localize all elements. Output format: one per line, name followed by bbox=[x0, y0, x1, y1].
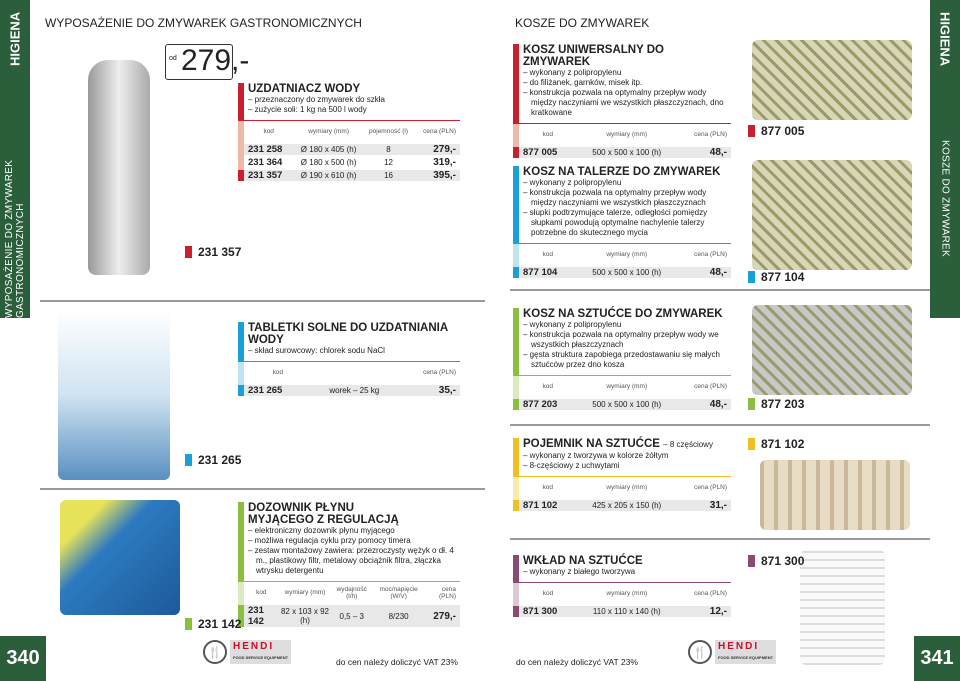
plate-basket-image bbox=[752, 160, 912, 270]
col-header: kod bbox=[241, 362, 312, 384]
product-plate-basket bbox=[513, 166, 731, 278]
color-marker bbox=[748, 398, 755, 410]
feature-item: – konstrukcja pozwala na optymalny przepływ wody między naczyniami we wszystkich płaszczyznach bbox=[523, 188, 707, 207]
feature-item: – skład surowcowy: chlorek sodu NaCl bbox=[248, 346, 385, 355]
color-marker bbox=[185, 618, 192, 630]
cutlery-basket-image bbox=[752, 305, 912, 395]
spec-table bbox=[238, 362, 460, 396]
product-code: 231 364 bbox=[241, 156, 293, 169]
product-code: 871 102 bbox=[516, 499, 576, 511]
col-header: kod bbox=[241, 582, 279, 604]
spec-table bbox=[513, 124, 731, 158]
col-header: kod bbox=[516, 376, 576, 398]
product-title: KOSZ NA SZTUĆCE DO ZMYWAREK bbox=[523, 308, 723, 320]
feature-item: – słupki podtrzymujące talerze, odległości pomiędzy słupkami powodują optymalne nachylenie talerzy potrzebne do skutecznego mycia bbox=[523, 208, 708, 237]
table-row bbox=[516, 499, 731, 511]
col-header: kod bbox=[516, 244, 576, 266]
dimensions: 110 x 110 x 140 (h) bbox=[577, 605, 677, 617]
table-row bbox=[516, 266, 731, 278]
product-label-code: 231 142 bbox=[198, 617, 242, 631]
feature-item: – zużycie soli: 1 kg na 500 l wody bbox=[248, 105, 367, 114]
dimensions: 425 x 205 x 150 (h) bbox=[576, 499, 677, 511]
col-header: cena (PLN) bbox=[439, 585, 456, 600]
table-row bbox=[241, 384, 460, 396]
color-marker bbox=[748, 438, 755, 450]
right-sidebar bbox=[930, 0, 960, 681]
price: 319,- bbox=[413, 156, 460, 169]
table-row bbox=[516, 398, 731, 410]
col-header: cena (PLN) bbox=[694, 131, 727, 138]
table-row bbox=[516, 605, 731, 617]
product-cutlery-insert bbox=[513, 555, 731, 617]
product-label-code: 231 265 bbox=[198, 453, 242, 467]
col-header: wymiary (mm) bbox=[308, 128, 349, 135]
col-header: cena (PLN) bbox=[694, 590, 727, 597]
cutlery-icon: 🍴 bbox=[203, 640, 227, 664]
logo-text: HENDI bbox=[718, 641, 760, 652]
color-marker bbox=[748, 271, 755, 283]
product-label-code: 877 104 bbox=[761, 270, 805, 284]
color-marker bbox=[748, 125, 755, 137]
divider bbox=[510, 538, 930, 540]
table-row bbox=[241, 143, 460, 156]
capacity: 0,5 – 3 bbox=[331, 604, 372, 627]
col-header: kod bbox=[516, 477, 576, 499]
price: 31,- bbox=[677, 499, 731, 511]
col-header: cena (PLN) bbox=[423, 369, 456, 376]
divider bbox=[510, 289, 930, 291]
col-header: cena (PLN) bbox=[423, 128, 456, 135]
table-row bbox=[241, 156, 460, 169]
table-row bbox=[241, 169, 460, 181]
product-label bbox=[185, 245, 241, 259]
color-marker bbox=[748, 555, 755, 567]
col-header: moc/napięcie (W/V) bbox=[379, 585, 418, 600]
product-code: 877 203 bbox=[516, 398, 576, 410]
feature-item: – wykonany z białego tworzywa bbox=[523, 567, 636, 576]
col-header: pojemność (l) bbox=[369, 128, 409, 135]
product-water-softener bbox=[238, 83, 460, 181]
vat-note: do cen należy doliczyć VAT 23% bbox=[516, 657, 638, 667]
product-label bbox=[748, 437, 804, 451]
dimensions: 500 x 500 x 100 (h) bbox=[576, 398, 677, 410]
capacity: 16 bbox=[364, 169, 413, 181]
col-header: wymiary (mm) bbox=[284, 589, 326, 596]
feature-item: – 8-częściowy z uchwytami bbox=[523, 461, 620, 470]
salt-tablets-bag-image bbox=[58, 310, 170, 480]
col-header: wymiary (mm) bbox=[606, 590, 648, 597]
price: 48,- bbox=[677, 398, 731, 410]
color-marker bbox=[185, 246, 192, 258]
capacity: 8 bbox=[364, 143, 413, 156]
feature-item: – wykonany z tworzywa w kolorze żółtym bbox=[523, 451, 669, 460]
col-header: kod bbox=[241, 121, 293, 143]
page-number-left: 340 bbox=[0, 636, 46, 681]
section-tab-higiena[interactable]: HIGIENA bbox=[930, 0, 960, 78]
feature-item: – możliwa regulacja cyklu przy pomocy timera bbox=[248, 536, 411, 545]
package: worek – 25 kg bbox=[312, 384, 397, 396]
cutlery-container-image bbox=[760, 460, 910, 530]
table-row bbox=[516, 146, 731, 158]
spec-table bbox=[513, 376, 731, 410]
divider bbox=[40, 300, 485, 302]
logo-subtext: FOOD SERVICE EQUIPMENT bbox=[718, 655, 774, 660]
price: 279,- bbox=[425, 604, 460, 627]
feature-item: – konstrukcja pozwala na optymalny przepływ wody we wszystkich płaszczyznach bbox=[523, 330, 719, 349]
left-sidebar bbox=[0, 0, 30, 681]
price-badge bbox=[165, 44, 250, 80]
section-tab-higiena[interactable]: HIGIENA bbox=[0, 0, 30, 78]
col-header: cena (PLN) bbox=[694, 383, 727, 390]
product-label-code: 871 300 bbox=[761, 554, 805, 568]
product-title-text: POJEMNIK NA SZTUĆCE bbox=[523, 438, 660, 450]
price: 48,- bbox=[677, 146, 731, 158]
col-header: wydajność (l/h) bbox=[336, 585, 367, 600]
color-marker bbox=[185, 454, 192, 466]
product-label bbox=[185, 453, 241, 467]
product-title: WKŁAD NA SZTUĆCE bbox=[523, 555, 643, 567]
power: 8/230 bbox=[372, 604, 425, 627]
table-row bbox=[241, 604, 460, 627]
feature-item: – wykonany z polipropylenu bbox=[523, 178, 622, 187]
feature-item: – zestaw montażowy zawiera: przezroczysty wężyk o dł. 4 m., plastikowy filtr, metalowy obciążnik filtra, złączka wtrysku detergentu bbox=[248, 546, 454, 575]
hendi-logo bbox=[203, 640, 291, 664]
product-salt-tablets bbox=[238, 322, 460, 396]
spec-table bbox=[238, 582, 460, 627]
vat-note: do cen należy doliczyć VAT 23% bbox=[336, 657, 458, 667]
product-label bbox=[748, 554, 804, 568]
feature-item: – wykonany z polipropylenu bbox=[523, 320, 622, 329]
product-label bbox=[185, 617, 241, 631]
feature-item: – wykonany z polipropylenu bbox=[523, 68, 622, 77]
col-header: wymiary (mm) bbox=[606, 251, 648, 258]
product-code: 877 104 bbox=[516, 266, 576, 278]
dispenser-image bbox=[60, 500, 180, 615]
product-label bbox=[748, 270, 804, 284]
divider bbox=[510, 424, 930, 426]
product-subtitle: – 8 częściowy bbox=[663, 440, 713, 449]
hendi-logo bbox=[688, 640, 776, 664]
product-title bbox=[523, 438, 731, 451]
product-cutlery-basket bbox=[513, 308, 731, 410]
universal-basket-image bbox=[752, 40, 912, 120]
dimensions: 500 x 500 x 100 (h) bbox=[576, 266, 677, 278]
product-label-code: 231 357 bbox=[198, 245, 242, 259]
col-header: cena (PLN) bbox=[694, 251, 727, 258]
section-vertical-title: WYPOSAŻENIE DO ZMYWAREK GASTRONOMICZNYCH bbox=[0, 78, 30, 318]
product-label-code: 877 203 bbox=[761, 397, 805, 411]
product-code: 877 005 bbox=[516, 146, 576, 158]
spec-table bbox=[513, 583, 731, 617]
price: 48,- bbox=[677, 266, 731, 278]
spec-table bbox=[513, 244, 731, 278]
price-value: 279,- bbox=[181, 44, 250, 77]
product-code: 231 142 bbox=[241, 604, 279, 627]
product-label-code: 871 102 bbox=[761, 437, 805, 451]
col-header: wymiary (mm) bbox=[606, 131, 648, 138]
product-code: 871 300 bbox=[516, 605, 577, 617]
price: 279,- bbox=[413, 143, 460, 156]
col-header: wymiary (mm) bbox=[606, 484, 648, 491]
divider bbox=[40, 488, 485, 490]
dimensions: Ø 180 x 500 (h) bbox=[293, 156, 363, 169]
product-universal-basket bbox=[513, 44, 731, 158]
product-title: UZDATNIACZ WODY bbox=[248, 83, 361, 95]
logo-text: HENDI bbox=[233, 641, 275, 652]
page-title-left: WYPOSAŻENIE DO ZMYWAREK GASTRONOMICZNYCH bbox=[45, 16, 362, 30]
product-title: DOZOWNIK PŁYNU MYJĄCEGO Z REGULACJĄ bbox=[248, 502, 399, 526]
product-title: TABLETKI SOLNE DO UZDATNIANIA WODY bbox=[248, 322, 448, 346]
price: 395,- bbox=[413, 169, 460, 181]
feature-item: – konstrukcja pozwala na optymalny przepływ wody między naczyniami we wszystkich płaszczyznach, dno kratkowane bbox=[523, 88, 724, 117]
product-dispenser bbox=[238, 502, 460, 627]
cutlery-icon: 🍴 bbox=[688, 640, 712, 664]
spec-table bbox=[238, 121, 460, 181]
capacity: 12 bbox=[364, 156, 413, 169]
price-prefix: od bbox=[169, 55, 177, 62]
dimensions: 82 x 103 x 92 (h) bbox=[279, 604, 332, 627]
col-header: cena (PLN) bbox=[694, 484, 727, 491]
feature-item: – gęsta struktura zapobiega przedostawaniu się małych sztućców przez dno kosza bbox=[523, 350, 720, 369]
spec-table bbox=[513, 477, 731, 511]
feature-item: – elektroniczny dozownik płynu myjącego bbox=[248, 526, 395, 535]
logo-subtext: FOOD SERVICE EQUIPMENT bbox=[233, 655, 289, 660]
product-code: 231 258 bbox=[241, 143, 293, 156]
page-title-right: KOSZE DO ZMYWAREK bbox=[515, 16, 650, 30]
dimensions: Ø 180 x 405 (h) bbox=[293, 143, 363, 156]
product-cutlery-container bbox=[513, 438, 731, 511]
product-code: 231 357 bbox=[241, 169, 293, 181]
feature-item: – do filiżanek, garnków, misek itp. bbox=[523, 78, 643, 87]
dimensions: 500 x 500 x 100 (h) bbox=[576, 146, 677, 158]
feature-item: – przeznaczony do zmywarek do szkła bbox=[248, 95, 385, 104]
product-title: KOSZ UNIWERSALNY DO ZMYWAREK bbox=[523, 44, 664, 68]
product-label bbox=[748, 124, 804, 138]
col-header: kod bbox=[516, 124, 576, 146]
price: 12,- bbox=[677, 605, 731, 617]
col-header: wymiary (mm) bbox=[606, 383, 648, 390]
product-label-code: 877 005 bbox=[761, 124, 805, 138]
price: 35,- bbox=[397, 384, 460, 396]
cutlery-insert-image bbox=[800, 550, 885, 665]
dimensions: Ø 190 x 610 (h) bbox=[293, 169, 363, 181]
water-softener-image bbox=[88, 60, 150, 275]
section-vertical-title: KOSZE DO ZMYWAREK bbox=[930, 78, 960, 318]
page-number-right: 341 bbox=[914, 636, 960, 681]
product-label bbox=[748, 397, 804, 411]
product-code: 231 265 bbox=[241, 384, 312, 396]
product-title: KOSZ NA TALERZE DO ZMYWAREK bbox=[523, 166, 721, 178]
col-header: kod bbox=[516, 583, 577, 605]
